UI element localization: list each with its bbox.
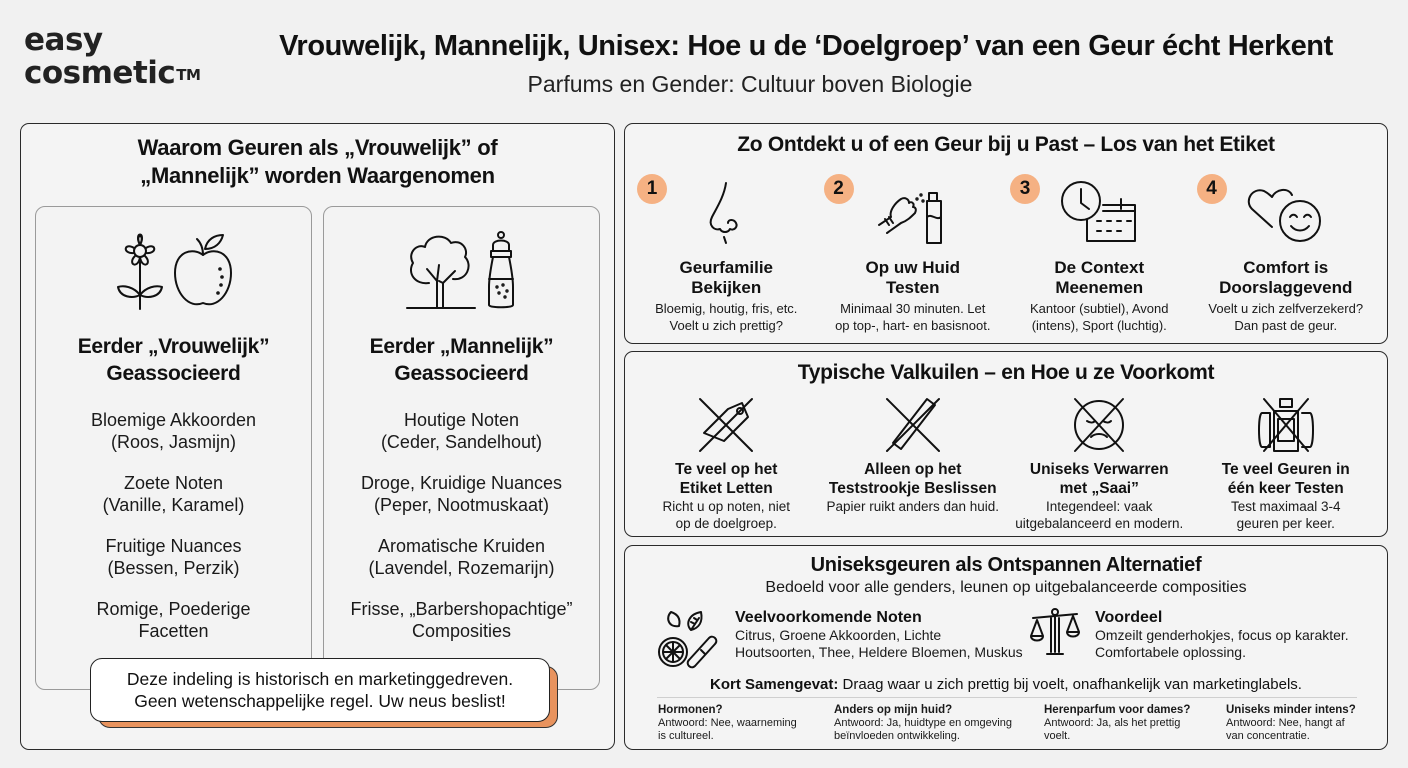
pitfall-description: Integendeel: vaak uitgebalanceerd en modern. [1015, 499, 1184, 531]
list-item: Aromatische Kruiden (Lavendel, Rozemarijn) [368, 536, 555, 578]
step-title: De Context Meenemen [1054, 258, 1145, 297]
divider [657, 697, 1357, 698]
faq-item: Uniseks minder intens? Antwoord: Nee, hangt af van concentratie. [1226, 704, 1356, 742]
step-title: Comfort is Doorslaggevend [1219, 258, 1353, 297]
step-number-badge: 1 [637, 174, 667, 204]
faq-item: Hormonen? Antwoord: Nee, waarneming is cultureel. [658, 704, 797, 742]
pepper-mill-icon [483, 231, 519, 311]
panel-title: Waarom Geuren als „Vrouwelijk” of „Mannelijk” worden Waargenomen [137, 135, 498, 188]
discovery-steps-panel [624, 123, 1388, 344]
step-description: Minimaal 30 minuten. Let op top-, hart- en basisnoot. [835, 301, 991, 333]
panel-title: Typische Valkuilen – en Hoe u ze Voorkomt [797, 361, 1215, 384]
panel-subtitle: Bedoeld voor alle genders, leunen op uitgebalanceerde composities [765, 579, 1247, 596]
faq-item: Herenparfum voor dames? Antwoord: Ja, als het prettig voelt. [1044, 704, 1191, 742]
advantage-heading: Voordeel [1095, 609, 1163, 626]
crossed-bored-face-icon [1071, 397, 1127, 453]
page-title: Vrouwelijk, Mannelijk, Unisex: Hoe u de ‘Doelgroep’ van een Geur écht Herkent [279, 30, 1333, 62]
crossed-bottles-icon [1256, 397, 1316, 453]
step-title: Geurfamilie Bekijken [679, 258, 774, 297]
crossed-test-strip-icon [885, 397, 941, 453]
apple-icon [172, 231, 234, 311]
pitfalls-panel [624, 351, 1388, 537]
step-number-badge: 2 [824, 174, 854, 204]
step-2 [820, 172, 1007, 334]
unisex-panel [624, 545, 1388, 750]
advantage-block [1029, 608, 1349, 668]
list-item: Frisse, „Barbershopachtige” Composities [350, 599, 573, 641]
list-item: Zoete Noten (Vanille, Karamel) [102, 473, 245, 515]
disclaimer-callout: Deze indeling is historisch en marketinggedreven. Geen wetenschappelijke regel. Uw neus beslist! [90, 658, 550, 722]
brand-line2: cosmetic [24, 55, 176, 91]
tree-icon [405, 231, 477, 311]
step-4 [1193, 172, 1380, 334]
pitfall-description: Test maximaal 3-4 geuren per keer. [1230, 499, 1341, 531]
pitfall-title: Alleen op het Teststrookje Beslissen [828, 461, 997, 497]
heart-smile-icon [1246, 181, 1326, 245]
pitfall-description: Papier ruikt anders dan huid. [826, 499, 1000, 514]
list-item: Fruitige Nuances (Bessen, Perzik) [105, 536, 242, 578]
step-description: Kantoor (subtiel), Avond (intens), Sport (luchtig). [1029, 301, 1169, 333]
step-1 [633, 172, 820, 334]
feminine-card [35, 206, 312, 690]
advantage-text: Omzeilt genderhokjes, focus op karakter. Comfortabele oplossing. [1095, 627, 1349, 660]
brand-logo [24, 24, 200, 90]
step-number-badge: 4 [1197, 174, 1227, 204]
list-item: Bloemige Akkoorden (Roos, Jasmijn) [90, 410, 257, 452]
pitfall-item [633, 394, 820, 532]
brand-line1: easy [24, 22, 103, 58]
nose-icon [706, 181, 746, 245]
faq-list [658, 704, 1366, 743]
faq-item: Anders op mijn huid? Antwoord: Ja, huidtype en omgeving beïnvloeden ontwikkeling. [834, 704, 1012, 742]
page-subtitle: Parfums en Gender: Cultuur boven Biologie [527, 71, 973, 97]
masculine-card [323, 206, 600, 690]
pitfall-title: Te veel op het Etiket Letten [675, 461, 778, 497]
step-number-badge: 3 [1010, 174, 1040, 204]
masculine-heading: Eerder „Mannelijk” Geassocieerd [369, 335, 554, 385]
list-item: Romige, Poederige Facetten [96, 599, 251, 641]
flower-icon [114, 231, 166, 311]
crossed-tag-icon [698, 397, 754, 453]
pitfall-item [1193, 394, 1380, 532]
scales-icon [1029, 606, 1081, 658]
panel-title: Zo Ontdekt u of een Geur bij u Past – Los van het Etiket [737, 133, 1275, 156]
step-title: Op uw Huid Testen [865, 258, 960, 297]
pitfall-title: Uniseks Verwarren met „Saai” [1029, 461, 1169, 497]
list-item: Houtige Noten (Ceder, Sandelhout) [380, 410, 543, 452]
step-description: Voelt u zich zelfverzekerd? Dan past de geur. [1208, 301, 1364, 333]
step-3 [1006, 172, 1193, 334]
list-item: Droge, Kruidige Nuances (Peper, Nootmuskaat) [360, 473, 563, 515]
common-notes-block [657, 608, 1029, 668]
citrus-leaf-wood-icon [657, 610, 721, 668]
pitfall-description: Richt u op noten, niet op de doelgroep. [662, 499, 791, 531]
notes-text: Citrus, Groene Akkoorden, Lichte Houtsoorten, Thee, Heldere Bloemen, Muskus [735, 627, 1023, 660]
trademark: TM [176, 66, 201, 84]
step-description: Bloemig, houtig, fris, etc. Voelt u zich prettig? [655, 301, 798, 333]
summary: Kort Samengevat: Draag waar u zich prettig bij voelt, onafhankelijk van marketinglabels. [710, 676, 1302, 693]
notes-heading: Veelvoorkomende Noten [735, 609, 922, 626]
feminine-heading: Eerder „Vrouwelijk” Geassocieerd [77, 335, 270, 385]
pitfall-item [820, 394, 1007, 532]
clock-calendar-icon [1059, 181, 1139, 245]
pitfall-title: Te veel Geuren in één keer Testen [1221, 461, 1350, 497]
panel-title: Uniseksgeuren als Ontspannen Alternatief [810, 554, 1202, 576]
pitfall-item [1006, 394, 1193, 532]
spray-wrist-icon [877, 181, 949, 245]
gender-perception-panel [20, 123, 615, 750]
